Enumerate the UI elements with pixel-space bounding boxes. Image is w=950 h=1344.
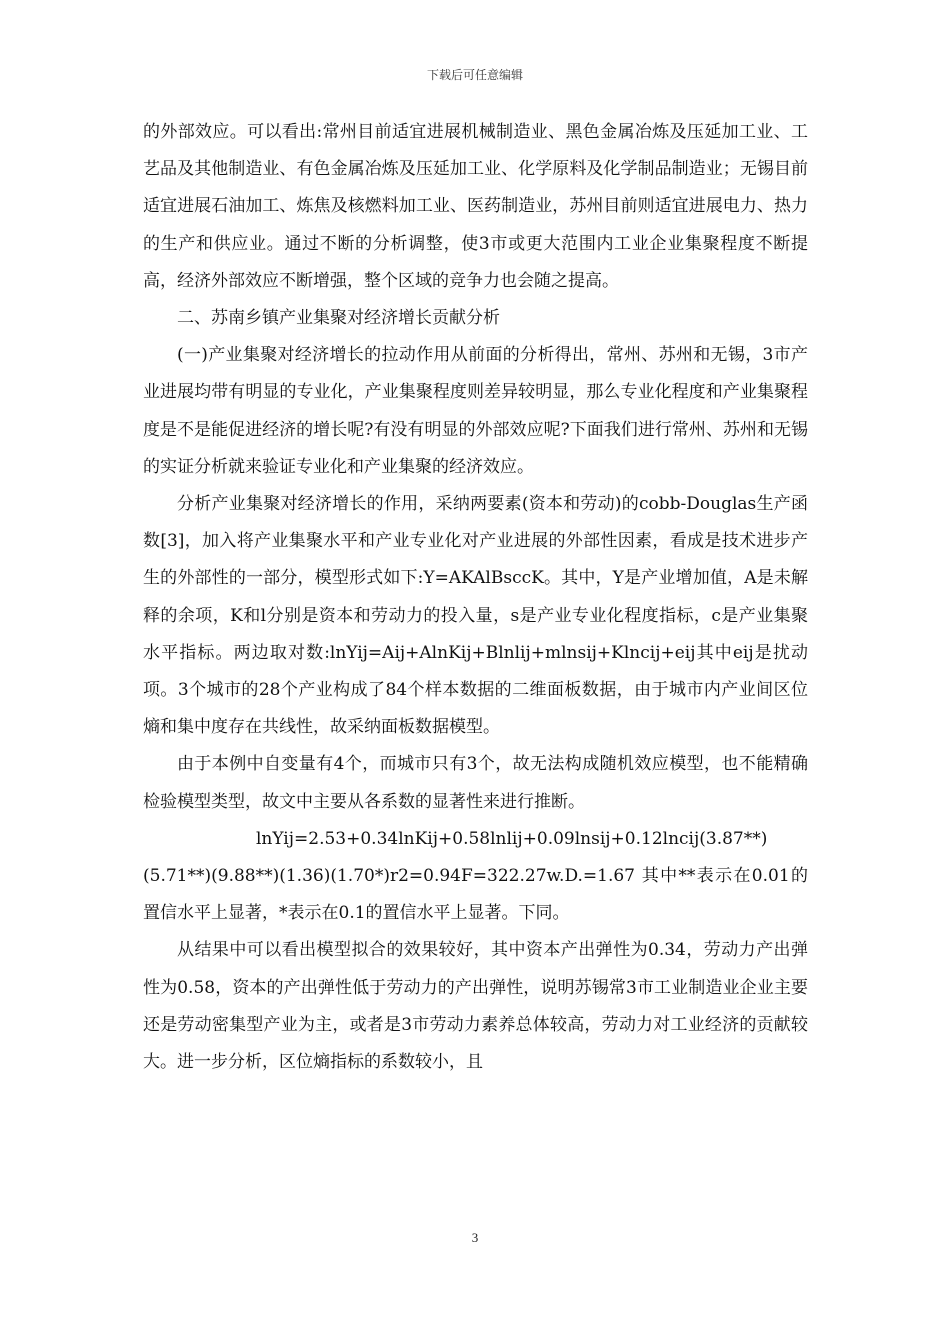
- paragraph-external-effects: 的外部效应。可以看出:常州目前适宜进展机械制造业、黑色金属冶炼及压延加工业、工艺品及其他制造业、有色金属冶炼及压延加工业、化学原料及化学制品制造业；无锡目前适宜进展石油加工、炼焦及核燃料加工业、医药制造业，苏州目前则适宜进展电力、热力的生产和供应业。通过不断的分析调整，使3市或更大范围内工业企业集聚程度不断提高，经济外部效应不断增强，整个区域的竞争力也会随之提高。: [143, 122, 808, 291]
- paragraph-pull-effect: (一)产业集聚对经济增长的拉动作用从前面的分析得出，常州、苏州和无锡，3市产业进展均带有明显的专业化，产业集聚程度则差异较明显，那么专业化程度和产业集聚程度是不是能促进经济的增长呢?有没有明显的外部效应呢?下面我们进行常州、苏州和无锡的实证分析就来验证专业化和产业集聚的经济效应。: [143, 345, 808, 477]
- paragraph-random-effects: 由于本例中自变量有4个，而城市只有3个，故无法构成随机效应模型，也不能精确检验模型类型，故文中主要从各系数的显著性来进行推断。: [143, 754, 808, 812]
- paragraph-results: 从结果中可以看出模型拟合的效果较好，其中资本产出弹性为0.34，劳动力产出弹性为0.58，资本的产出弹性低于劳动力的产出弹性，说明苏锡常3市工业制造业企业主要还是劳动密集型产业为主，或者是3市劳动力素养总体较高，劳动力对工业经济的贡献较大。进一步分析，区位熵指标的系数较小，且: [143, 940, 808, 1073]
- formula-line: lnYij=2.53+0.34lnKij+0.58lnlij+0.09lnsij+0.12lncij(3.87**): [256, 828, 768, 849]
- document-body: [143, 114, 808, 1081]
- paragraph-model: 分析产业集聚对经济增长的作用，采纳两要素(资本和劳动)的cobb-Douglas生产函数[3]，加入将产业集聚水平和产业专业化对产业进展的外部性因素，看成是技术进步产生的外部性的一部分，模型形式如下:Y=AKAlBsccK。其中，Y是产业增加值，A是未解释的余项，K和l分别是资本和劳动力的投入量，s是产业专业化程度指标，c是产业集聚水平指标。两边取对数:lnYij=Aij+AlnKij+Blnlij+mlnsij+Klncij+eij其中eij是扰动项。3个城市的28个产业构成了84个样本数据的二维面板数据，由于城市内产业间区位熵和集中度存在共线性，故采纳面板数据模型。: [143, 494, 808, 738]
- page-header: 下载后可任意编辑: [426, 68, 523, 82]
- section-heading: 二、苏南乡镇产业集聚对经济增长贡献分析: [177, 308, 500, 329]
- page-number: 3: [471, 1230, 479, 1245]
- formula-continuation: (5.71**)(9.88**)(1.36)(1.70*)r2=0.94F=322.27w.D.=1.67 其中**表示在0.01的置信水平上显著，*表示在0.1的置信水平上显著。下同。: [143, 866, 808, 924]
- regression-formula: [143, 821, 808, 933]
